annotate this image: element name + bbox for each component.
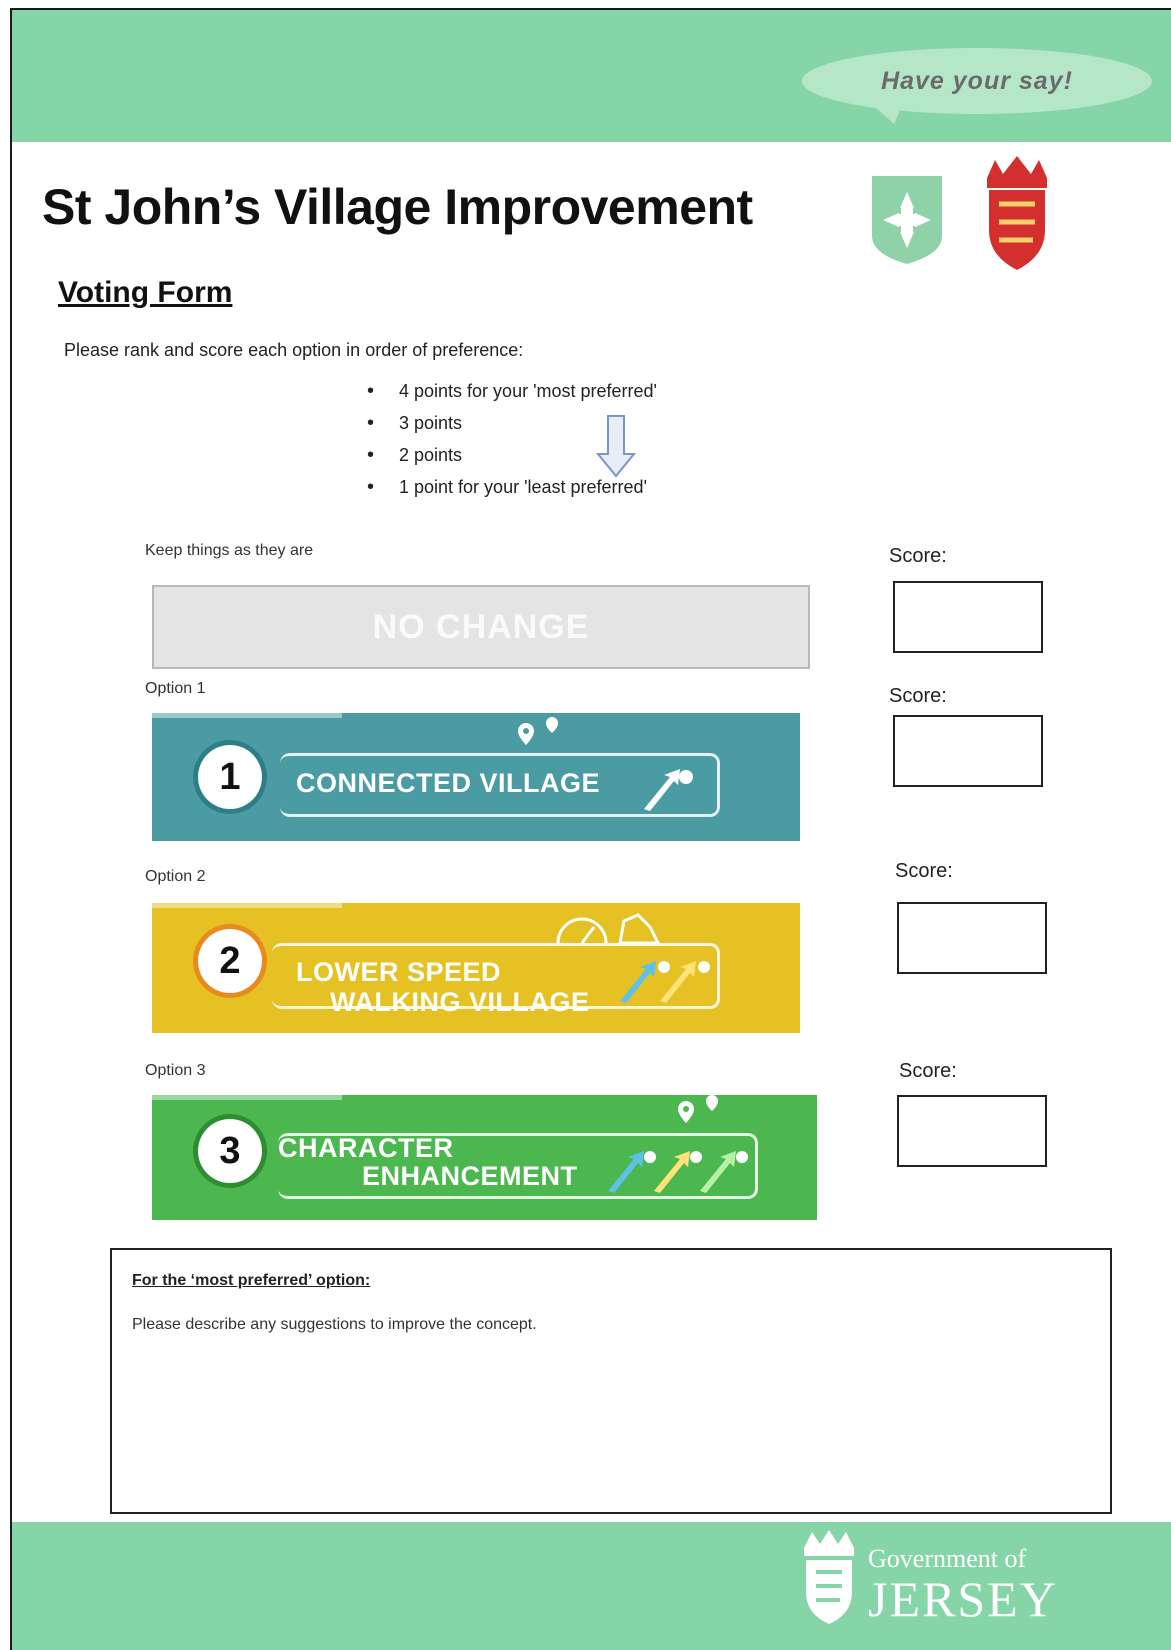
option-3-title-line1: CHARACTER bbox=[278, 1133, 454, 1163]
option-number-badge: 1 bbox=[198, 745, 262, 809]
page-title: St John’s Village Improvement bbox=[42, 179, 753, 235]
location-pin-icon bbox=[512, 717, 572, 757]
option-1-banner bbox=[152, 713, 800, 841]
location-pin-icon bbox=[672, 1095, 732, 1131]
suggestions-prompt: Please describe any suggestions to improve the concept. bbox=[132, 1316, 537, 1333]
walking-arrow-icon bbox=[640, 767, 700, 813]
option-2-title-line1: LOWER SPEED bbox=[296, 957, 502, 987]
no-change-label: Keep things as they are bbox=[145, 542, 314, 559]
points-item: • 1 point for your 'least preferred' bbox=[367, 471, 657, 503]
option-1-title: CONNECTED VILLAGE bbox=[296, 768, 601, 798]
form-subtitle: Voting Form bbox=[58, 276, 233, 309]
government-logo-big: JERSEY bbox=[868, 1571, 1058, 1627]
government-logo-small: Government of bbox=[868, 1544, 1027, 1573]
points-item: • 2 points bbox=[367, 439, 657, 471]
points-item: • 3 points bbox=[367, 407, 657, 439]
jersey-crest-icon bbox=[977, 156, 1057, 272]
score-input-option-2[interactable] bbox=[897, 902, 1047, 974]
score-input-option-1[interactable] bbox=[893, 715, 1043, 787]
score-label: Score: bbox=[889, 685, 947, 707]
points-item: • 4 points for your 'most preferred' bbox=[367, 375, 657, 407]
speedometer-icon bbox=[554, 907, 664, 947]
score-input-option-3[interactable] bbox=[897, 1095, 1047, 1167]
banner-stripe bbox=[152, 1095, 342, 1100]
instructions-text: Please rank and score each option in order of preference: bbox=[64, 340, 524, 360]
score-input-no-change[interactable] bbox=[893, 581, 1043, 653]
option-2-banner bbox=[152, 903, 800, 1033]
voting-form-page bbox=[10, 8, 1171, 1650]
score-label: Score: bbox=[889, 545, 947, 567]
suggestions-heading: For the ‘most preferred’ option: bbox=[132, 1272, 371, 1289]
option-number-badge: 2 bbox=[198, 929, 262, 993]
option-3-banner bbox=[152, 1095, 817, 1220]
score-label: Score: bbox=[895, 860, 953, 882]
walking-arrows-icon bbox=[604, 1147, 754, 1195]
option-number-badge: 3 bbox=[198, 1119, 262, 1183]
option-3-title-line2: ENHANCEMENT bbox=[362, 1161, 578, 1191]
option-1-label: Option 1 bbox=[145, 680, 206, 697]
no-change-banner: NO CHANGE bbox=[152, 585, 810, 669]
option-3-label: Option 3 bbox=[145, 1062, 206, 1079]
suggestions-textarea[interactable] bbox=[110, 1248, 1112, 1514]
down-arrow-icon bbox=[596, 414, 636, 478]
walking-arrows-icon bbox=[616, 957, 716, 1005]
banner-stripe bbox=[152, 713, 342, 718]
option-2-label: Option 2 bbox=[145, 868, 206, 885]
speech-bubble-text: Have your say! bbox=[881, 66, 1073, 95]
government-crest-icon bbox=[798, 1530, 860, 1626]
parish-shield-icon bbox=[870, 174, 944, 266]
option-2-title-line2: WALKING VILLAGE bbox=[330, 987, 590, 1017]
score-label: Score: bbox=[899, 1060, 957, 1082]
banner-stripe bbox=[152, 903, 342, 908]
